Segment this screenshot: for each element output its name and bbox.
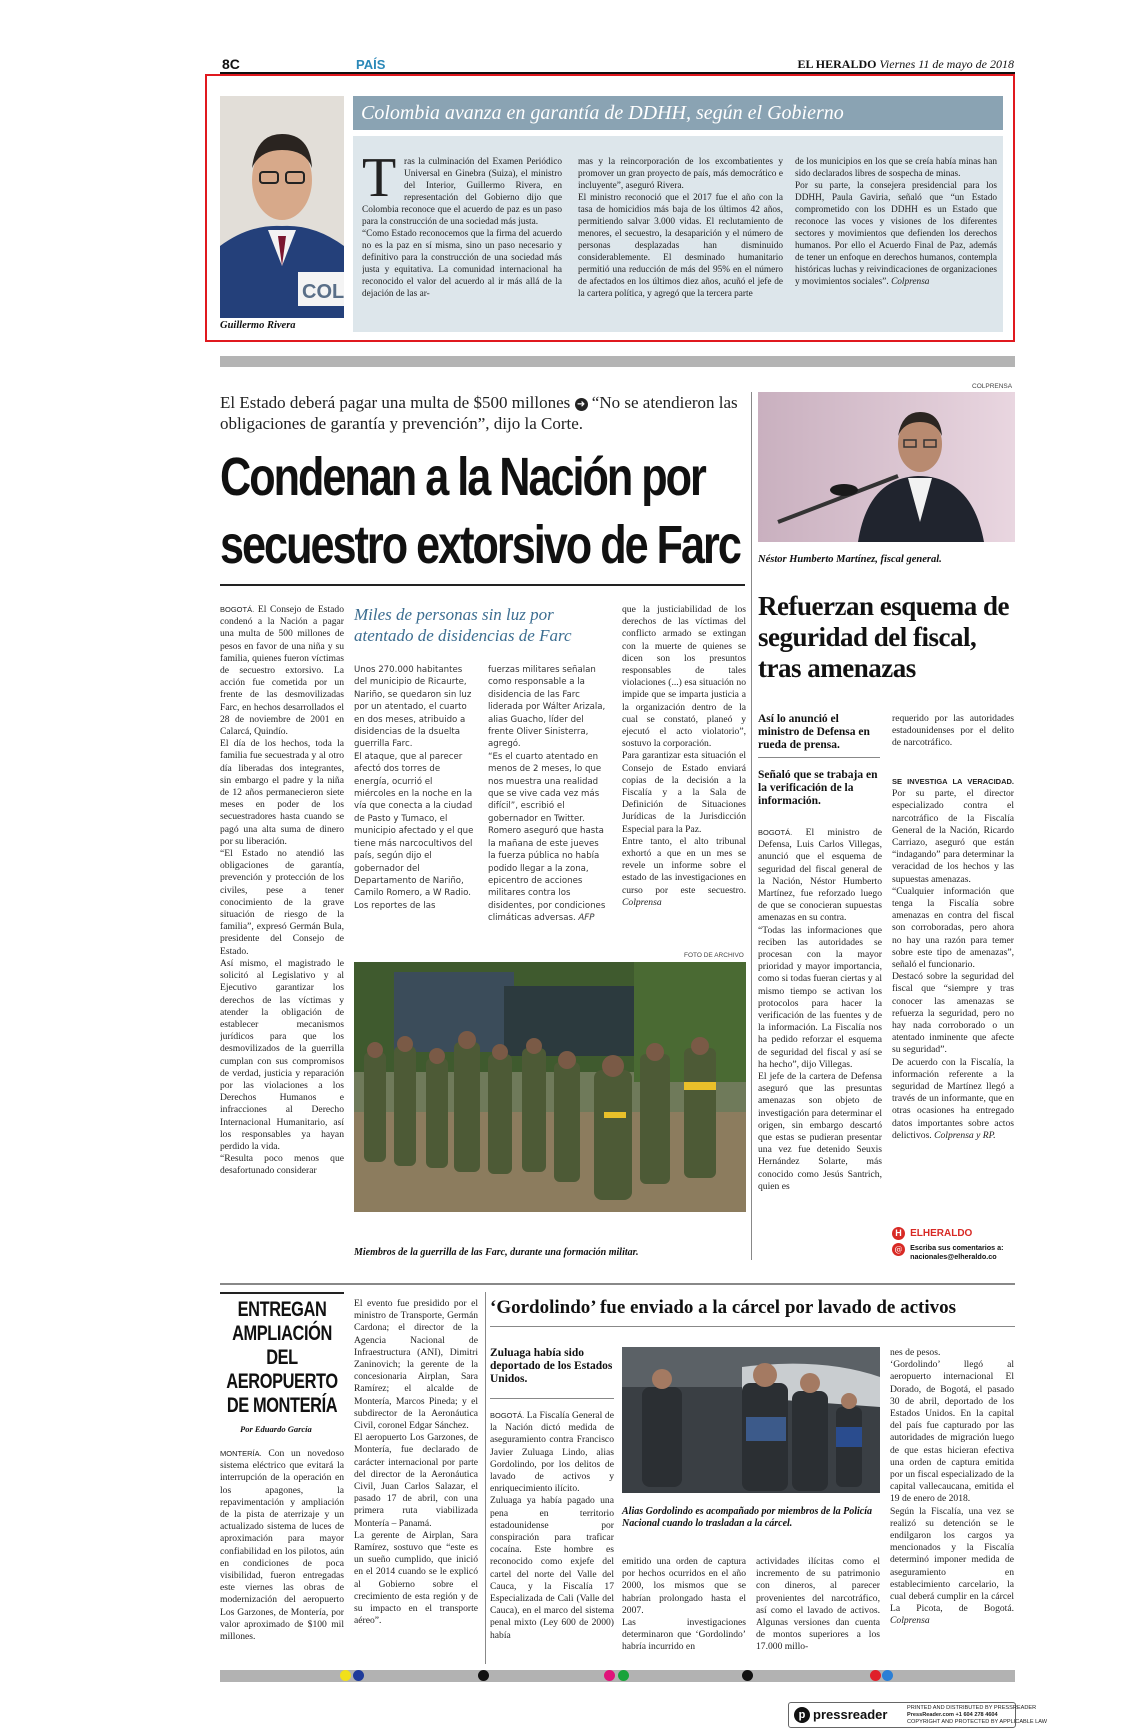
headline-rule [220,584,745,586]
right-text-1: El ministro de Defensa, Luis Carlos Villegas, anunció que el esquema de seguridad del fiscal general de la Nación, Néstor Humberto Martínez, fue reforzado luego de que se conocieran supuestas amenazas en su contra. “Todas las informaciones que reciben las autoridades se procesan con la mayor prioridad y mayor importancia, como si todas fueran ciertas y al mismo tiempo se activan los protocolos para hacer la verificación de las fuentes y de la información. La Fiscalía nos ha pedido reforzar el esquema de seguridad del fiscal y así se ha hecho”, dijo Villegas. El jefe de la cartera de Defensa aseguró que las presuntas amenazas son objeto de investigación para determinar el origen, sin embargo descartó que estas se pudieran presentar una vez fue detenido Seuxis Hernández Solarte, más conocido como Jesús Santrich, quien es [758,827,882,1192]
elheraldo-brand [892,1223,1016,1239]
sidebar-credit: AFP [578,913,595,924]
right-column-1 [758,827,882,1263]
arrow-icon: ➜ [575,398,588,411]
right-kicker-2: Señaló que se trabaja en la verificación de la información. [758,769,878,807]
right-column-2: requerido por las autoridades estadounidenses por el delito de narcotráfico. [892,713,1014,749]
gordolindo-credit: Colprensa [890,1615,930,1627]
pressreader-badge[interactable] [788,1702,1048,1728]
pressreader-line1: PRINTED AND DISTRIBUTED BY PRESSREADER [907,1705,1037,1711]
main-text-4: que la justiciabilidad de los derechos de las víctimas del conflicto armado se extingan con la muerte de quienes se dicen son los presuntos responsables de tales violaciones (...) esa situación no impide que se imparta justicia a la organización dentro de la cual se constató, planeó y ejecutó el acto violatorio”, sostuvo la corporación. Para garantizar esta situación el Consejo de Estado enviará copias de la decisión a la Fiscalía y a la Sala de Definición de Situaciones Jurídicas de la Jurisdicción Especial para la Paz. Entre tanto, el alto tribunal exhortó a que en un mes se revele un informe sobre el estado de las investigaciones en curso por este secuestro. [622,604,746,896]
guillermo-rivera-photo [220,96,344,318]
right-headline: Refuerzan esquema de seguridad del fiscal, tras amenazas [758,591,1009,683]
gordolindo-text-1: La Fiscalía General de la Nación dictó medida de aseguramiento contra Francisco Javier Zuluaga Lindo, alias Gordolindo, por los delitos de lavado de activos y enriquecimiento ilícito. Zuluaga ya había pagado una pena en territorio estadounidense por conspiración para traficar cocaína. Este hombre es reconocido como exjefe del cartel del norte del Valle del Cauca, y la Fiscalía 17 Especializada de Cali (Valle del Cauca), en el marco del sistema penal mixto (Ley 600 de 2000) había [490,1410,614,1641]
main-headline-line2: secuestro extorsivo de Farc [220,515,740,575]
sidebar-headline: Miles de personas sin luz por atentado de disidencias de Farc [354,605,572,645]
box-column-2: mas y la reincorporación de los excombatientes y promover un gran proyecto de país, más democrático e incluyente”, aseguró Rivera. El ministro reconoció que el 2017 fue el año con la tasa de homicidios más baja de los últimos 42 años, permitiendo salvar 3.000 vidas. El reclutamiento de menores, el secuestro, la desaparición y el número de personas desplazadas han disminuido considerablemente. El desminado humanitario permitió una reducción de más del 95% en el número de afectados en los últimos diez años, acuñó el jefe de la cartera política, y agregó que la tercera parte [578,157,783,299]
separator-bar [220,356,1015,367]
pressreader-name: pressreader [813,1707,888,1722]
heraldo-logo-icon: H [892,1227,905,1240]
nestor-martinez-photo [758,392,1015,542]
right-column-2b [892,776,1014,1211]
main-photo-caption: Miembros de la guerrilla de las Farc, durante una formación militar. [354,1247,639,1258]
rivera-caption: Guillermo Rivera [220,320,296,331]
box-headline: Colombia avanza en garantía de DDHH, según el Gobierno [353,96,1003,130]
airport-text-1: Con un novedoso sistema eléctrico que evitará la interrupción de la operación en los apagones, la repavimentación y ampliación de la pista de aterrizaje y un actualizado sistema de luces de aproximación para mayor confiabilidad en los pilotos, aún en condiciones de poca visibilidad, fueron entregadas este viernes las obras de modernización del aeropuerto Los Garzones, de Montería, por valor aproximado de $100 mil millones. [220,1448,344,1643]
right-credit: Colprensa y RP. [934,1129,996,1141]
registration-bar [220,1670,1015,1682]
paper-name: EL HERALDO [797,57,877,71]
email-icon: @ [892,1243,905,1256]
right-text-2b: Por su parte, el director especializado contra el narcotráfico de la Fiscalía General de la Nación, Ricardo Carriazo, aseguró que están “indagando” para determinar la veracidad de los hechos y las supuestas amenazas. “Cualquier información que tenga la Fiscalía sobre amenazas en contra del fiscal son corroboradas, pero ahora no hay una razón para temer sobre este tipo de amenazas”, señaló el funcionario. Destacó sobre la seguridad del fiscal que “siempre y tras conocer las amenazas se refuerza la seguridad, pero no hay nada corroborado o un atentado inminente que afecte su seguridad”. De acuerdo con la Fiscalía, la información referente a la seguridad de Martínez llegó a través de un informante, que en otras ocasiones ha entregado datos importantes sobre actos delictivos. [892,788,1014,1141]
airport-rule [220,1292,344,1294]
box-credit: Colprensa [891,277,930,287]
black-dot [478,1670,489,1681]
bottom-rule [220,1283,1015,1285]
sidebar-text-2: fuerzas militares señalan como responsable a la disidencia de las Farc liderada por Wálter Arizala, alias Guacho, líder del frente Oliver Sinisterra, agregó. “Es el cuarto atentado en menos de 2 meses, lo que nos muestra una realidad que se vive cada vez más difícil”, escribió el gobernador en Twitter. Romero aseguró que hasta la mañana de este jueves la fuerza pública no había podido llegar a la zona, epicentro de acciones militares contra los disidentes, por condiciones climáticas adversas. [488,665,606,924]
right-subhead: SE INVESTIGA LA VERACIDAD. [892,777,1014,786]
airport-dateline: MONTERÍA. [220,1449,262,1458]
gordolindo-kicker-rule [490,1398,614,1399]
green-dot [618,1670,629,1681]
cyan-dot [882,1670,893,1681]
main-text-1: El Consejo de Estado condenó a la Nación a pagar una multa de 500 millones de pesos en favor de una niña y su familia, quienes fueron víctimas de secuestro extorsivo. La acción fue cometida por un frente de las desmovilizadas Farc, en hechos desarrollados el 28 de noviembre de 2001 en Calarcá, Quindío. El día de los hechos, toda la familia fue secuestrada y al otro día liberadas dos integrantes, sin embargo el padre y la niña de 12 años permanecieron siete meses en poder de los secuestradores hasta cuando se pagó una alta suma de dinero por su liberación. “El Estado no atendió las obligaciones de garantía, prevención y protección de los civiles, pese a tener conocimiento de la grave situación de riesgo de la familia”, expresó Germán Bula, presidente del Consejo de Estado. Así mismo, el magistrado le solicitó al Legislativo y al Ejecutivo garantizar los derechos de las víctimas y atender la obligación de establecer mecanismos jurídicos para que los desmovilizados de la guerrilla cumplan con sus compromisos de verdad, justicia y reparación por las violaciones a los Derechos Humanos e infracciones al Derecho Internacional Humanitario, así los responsables ya hayan perdido la vida. “Resulta poco menos que desafortunado considerar [220,604,344,1177]
deck-text: El Estado deberá pagar una multa de $500 millones [220,393,571,412]
right-dateline: BOGOTÁ. [758,828,793,837]
sidebar-column-2 [488,664,606,934]
svg-text:COL: COL [302,281,344,303]
nestor-caption: Néstor Humberto Martínez, fiscal general. [758,554,942,565]
deck-quote: “No se atendieron las obligaciones de garantía y prevención”, dijo la Corte. [220,393,738,433]
issue-date: Viernes 11 de mayo de 2018 [879,57,1014,71]
main-column-4 [622,604,746,940]
page-number: 8C [222,56,240,72]
airport-column-2: El evento fue presidido por el ministro de Transporte, Germán Cardona; el director de la Agencia Nacional de Infraestructura (ANI), Dimitri Zaninovich; la gerente de la concesionaria Airplan, Sara Ramírez; el alcalde de Montería, Marcos Pineda; y el subdirector de la Aeronáutica Civil, coronel Edgar Sánchez. El aeropuerto Los Garzones, de Montería, fue declarado de carácter internacional por parte del director de la Aeronáutica Civil, Juan Carlos Salazar, el pasado 17 de abril, con una primera ruta viabilizada Montería – Panamá. La gerente de Airplan, Sara Ramírez, sostuvo que “este es un sueño cumplido, que inició en el 2014 cuando se le explicó al Gobierno sobre el crecimiento de esta región y de su impacto en el transporte aéreo”. [354,1298,478,1627]
gordolindo-column-4 [890,1347,1014,1665]
main-column-1 [220,604,344,1266]
airport-byline: Por Eduardo García [240,1424,312,1434]
main-headline-line1: Condenan a la Nación por [220,447,705,507]
pressreader-line3: COPYRIGHT AND PROTECTED BY APPLICABLE LAW [907,1719,1048,1725]
box-text-1: ras la culminación del Examen Periódico Universal en Ginebra (Suiza), el ministro del Interior, Guillermo Rivera, en representación del Gobierno dijo que Colombia reconoce que el acuerdo de paz es un paso para la construcción de una sociedad más justa. “Como Estado reconocemos que la firma del acuerdo no es la paz en sí misma, sino un paso necesario y definitivo para la construcción de una sociedad más justa y equitativa. La comunidad internacional ha reconocido el valor del acuerdo al ir más allá de la dejación de las ar- [362,157,562,299]
comments-block [892,1243,1016,1262]
farc-formation-photo [354,962,746,1212]
main-credit: Colprensa [622,896,662,908]
gordolindo-column-1 [490,1410,614,1664]
box-column-3 [795,156,997,326]
box-column-1 [362,147,562,326]
right-kicker-1: Así lo anunció el ministro de Defensa en rueda de prensa. [758,713,870,751]
bottom-divider [485,1292,486,1664]
pressreader-info [907,1705,1047,1726]
masthead [797,57,1014,72]
gordolindo-rule [490,1326,1015,1327]
column-divider [751,392,752,1260]
gordolindo-dateline: BOGOTÁ. [490,1411,525,1420]
gordolindo-photo [622,1347,880,1493]
gordolindo-column-2: emitido una orden de captura por hechos ocurridos en el año 2000, los mismos que se habrían prolongado hasta el 2007. Las investigaciones determinaron que ‘Gordolindo’ habría incurrido en [622,1556,746,1653]
comments-email[interactable]: nacionales@elheraldo.co [910,1252,997,1261]
yellow-dot [340,1670,351,1681]
right-photo-credit: COLPRENSA [972,383,1013,390]
gordolindo-caption: Alias Gordolindo es acompañado por miembros de la Policía Nacional cuando lo trasladan a la cárcel. [622,1506,873,1529]
kicker-rule [758,757,880,758]
main-photo-credit: FOTO DE ARCHIVO [684,952,744,959]
gordolindo-headline: ‘Gordolindo’ fue enviado a la cárcel por lavado de activos [490,1297,957,1318]
black-dot-2 [742,1670,753,1681]
dropcap-spacer [362,147,404,209]
pressreader-logo-icon: p [794,1707,810,1723]
blue-dot [353,1670,364,1681]
magenta-dot [604,1670,615,1681]
section-label: PAÍS [356,57,386,72]
dropcap: T [362,147,397,209]
red-dot [870,1670,881,1681]
box-text-3: de los municipios en los que se creía había minas han sido declarados libres de sospecha de minas. Por su parte, la consejera presidencial para los DDHH, Paula Gaviria, señaló que “un Estado comprometido con los DDHH es un Estado que reconoce las voces y visiones de los diferentes sectores y movimientos que defienden los derechos humanos. Por ello el Acuerdo Final de Paz, además de tener un enfoque en derechos humanos, contempla históricas luchas y reivindicaciones de organizaciones y movimientos sociales”. [795,157,997,287]
airport-column-1 [220,1448,344,1666]
sidebar-column-1: Unos 270.000 habitantes del municipio de Ricaurte, Nariño, se quedaron sin luz por un atentado, el cuarto en dos meses, atribuido a disidencias de la dsuelta guerrilla Farc. El ataque, que al parecer afectó dos torres de energía, ocurrió el miércoles en la noche en la vía que conecta a la ciudad de Pasto y Tumaco, el municipio afectado y el que tiene más narcocultivos del país, según dijo el gobernador del Departamento de Nariño, Camilo Romero, a W Radio. Los reportes de las [354,665,474,911]
gordolindo-column-3: actividades ilícitas como el incremento de su patrimonio con dineros, al parecer provenientes del narcotráfico, así como el lavado de activos. Algunas versiones dan cuenta de montos superiores a los 17.000 millo- [756,1556,880,1653]
main-dateline: BOGOTÁ. [220,605,255,614]
pressreader-line2: PressReader.com +1 604 278 4604 [907,1712,998,1718]
airport-headline: ENTREGAN AMPLIACIÓN DEL AEROPUERTO DE MONTERÍA [226,1298,338,1417]
gordolindo-text-4: nes de pesos. ‘Gordolindo’ llegó al aeropuerto internacional El Dorado, de Bogotá, el pasado 30 de abril, deportado de los Estados Unidos. En la capital del país fue capturado por las autoridades de migración luego de que estas hicieran efectiva una orden de captura emitida por un fiscal especializado de la capital vallecaucana, emitida el 19 de enero de 2018. Según la Fiscalía, una vez se realizó su detención se le endilgaron los cargos ya mencionados y la Fiscalía determinó imponer medida de aseguramiento en establecimiento carcelario, la cual deberá cumplir en la cárcel La Picota, de Bogotá. [890,1347,1014,1615]
comments-label: Escriba sus comentarios a: [910,1243,1004,1252]
main-deck [220,392,750,434]
brand-name: ELHERALDO [910,1228,973,1239]
gordolindo-kicker: Zuluaga había sido deportado de los Estados Unidos. [490,1347,613,1385]
